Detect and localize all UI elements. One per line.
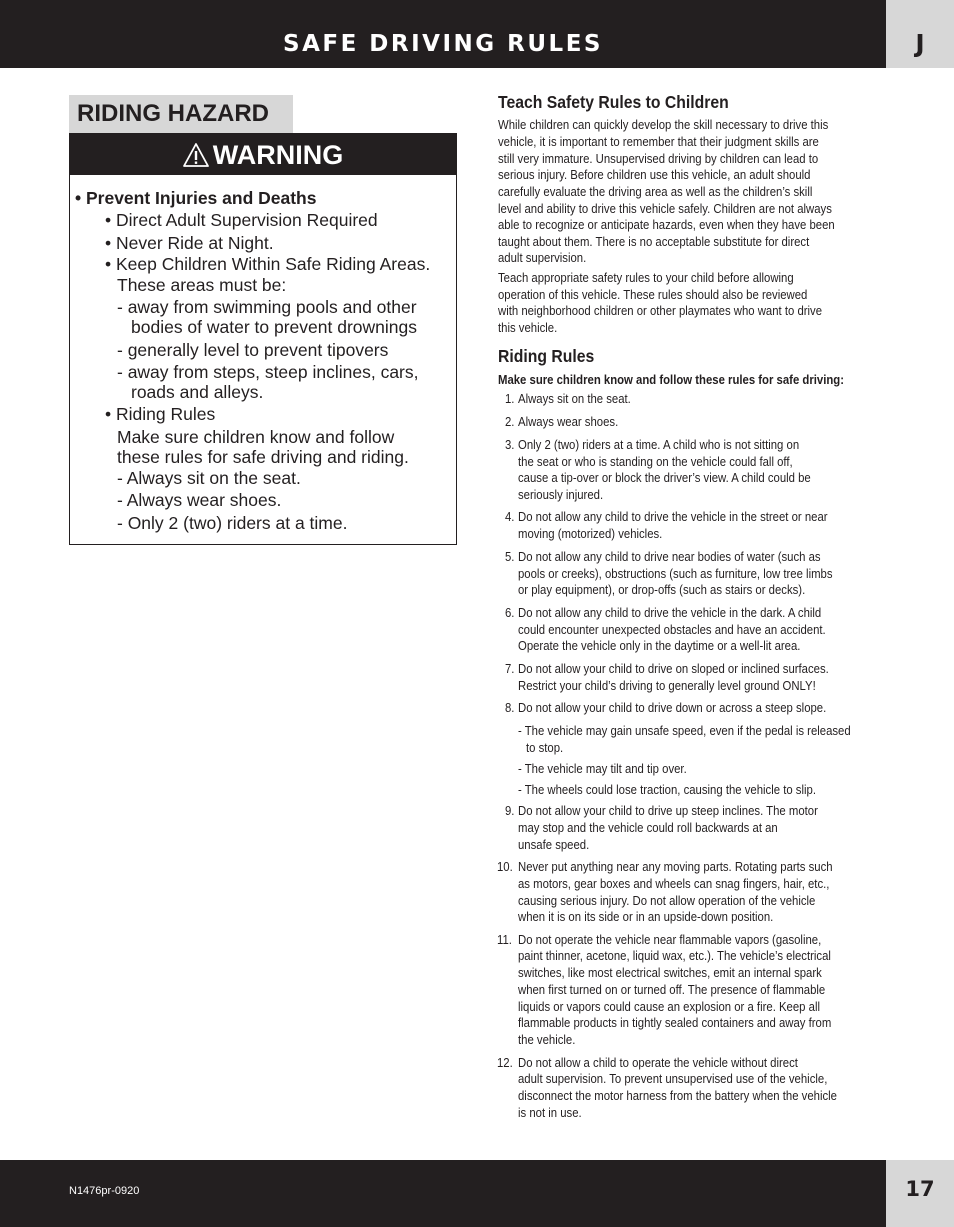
warning-line: • Keep Children Within Safe Riding Areas. bbox=[105, 254, 431, 274]
paragraph-line: operation of this vehicle. These rules should also be reviewed bbox=[498, 287, 808, 302]
warning-line: • Never Ride at Night. bbox=[105, 233, 274, 253]
rule-line: cause a tip-over or block the driver’s view. A child could be bbox=[518, 470, 811, 485]
rule-line: may stop and the vehicle could roll backwards at an bbox=[518, 820, 778, 835]
paragraph-line: While children can quickly develop the skill necessary to drive this bbox=[498, 117, 829, 132]
rule-line: causing serious injury. Do not allow operation of the vehicle bbox=[518, 893, 816, 908]
rule-line: is not in use. bbox=[518, 1105, 582, 1120]
warning-line: These areas must be: bbox=[117, 275, 287, 295]
rule-line: switches, like most electrical switches, emit an internal spark bbox=[518, 965, 822, 980]
paragraph-line: still very immature. Unsupervised driving by children can lead to bbox=[498, 151, 819, 166]
warning-line: - Always sit on the seat. bbox=[117, 468, 301, 488]
document-code: N1476pr-0920 bbox=[69, 1185, 140, 1197]
rule-line: Always sit on the seat. bbox=[518, 391, 631, 406]
warning-line: these rules for safe driving and riding. bbox=[117, 447, 409, 467]
rule-line: Do not allow any child to drive the vehicle in the dark. A child bbox=[518, 605, 822, 620]
teach-safety-heading: Teach Safety Rules to Children bbox=[498, 92, 729, 112]
rules-intro: Make sure children know and follow these rules for safe driving: bbox=[498, 372, 844, 387]
page-header bbox=[0, 0, 954, 68]
paragraph-line: serious injury. Before children use this vehicle, an adult should bbox=[498, 167, 811, 182]
paragraph-line: adult supervision. bbox=[498, 250, 587, 265]
rule-line: unsafe speed. bbox=[518, 837, 590, 852]
warning-triangle-icon bbox=[183, 138, 209, 180]
rule-number: 1. bbox=[505, 391, 515, 406]
riding-rules-heading: Riding Rules bbox=[498, 346, 595, 366]
paragraph-line: level and ability to drive this vehicle safely. Children are not always bbox=[498, 201, 832, 216]
section-tab: J bbox=[886, 0, 954, 68]
rule-line: Do not allow your child to drive up steep inclines. The motor bbox=[518, 803, 818, 818]
sub-item-line: - The vehicle may gain unsafe speed, even if the pedal is released bbox=[518, 723, 851, 738]
rule-line: moving (motorized) vehicles. bbox=[518, 526, 663, 541]
warning-line: Make sure children know and follow bbox=[117, 427, 395, 447]
warning-box bbox=[69, 133, 457, 545]
rule-line: the seat or who is standing on the vehicle could fall off, bbox=[518, 454, 793, 469]
warning-line: - away from swimming pools and other bbox=[117, 297, 417, 317]
paragraph-line: able to recognize or anticipate hazards, even when they have been bbox=[498, 217, 835, 232]
rule-number: 3. bbox=[505, 437, 515, 452]
rule-line: the vehicle. bbox=[518, 1032, 576, 1047]
warning-line: - Only 2 (two) riders at a time. bbox=[117, 513, 348, 533]
paragraph-line: this vehicle. bbox=[498, 320, 558, 335]
rule-line: Do not allow a child to operate the vehicle without direct bbox=[518, 1055, 798, 1070]
page-number: 17 bbox=[886, 1160, 954, 1227]
warning-line: • Riding Rules bbox=[105, 404, 216, 424]
warning-line: - away from steps, steep inclines, cars, bbox=[117, 362, 419, 382]
rule-line: Never put anything near any moving parts. Rotating parts such bbox=[518, 859, 833, 874]
warning-line: roads and alleys. bbox=[131, 382, 264, 402]
paragraph-line: vehicle, it is important to remember that their judgment skills are bbox=[498, 134, 819, 149]
warning-line: bodies of water to prevent drownings bbox=[131, 317, 417, 337]
rule-line: disconnect the motor harness from the battery when the vehicle bbox=[518, 1088, 837, 1103]
rule-line: Always wear shoes. bbox=[518, 414, 619, 429]
rule-line: seriously injured. bbox=[518, 487, 604, 502]
rule-number: 5. bbox=[505, 549, 515, 564]
rule-line: Do not allow your child to drive on sloped or inclined surfaces. bbox=[518, 661, 829, 676]
rule-line: Do not allow any child to drive near bodies of water (such as bbox=[518, 549, 821, 564]
rule-number: 6. bbox=[505, 605, 515, 620]
rule-line: could encounter unexpected obstacles and have an accident. bbox=[518, 622, 826, 637]
rule-line: Do not allow any child to drive the vehicle in the street or near bbox=[518, 509, 828, 524]
warning-bar bbox=[70, 134, 456, 175]
rule-line: as motors, gear boxes and wheels can snag fingers, hair, etc., bbox=[518, 876, 830, 891]
rule-number: 8. bbox=[505, 700, 515, 715]
sub-item-line: - The wheels could lose traction, causing the vehicle to slip. bbox=[518, 782, 816, 797]
warning-line: • Direct Adult Supervision Required bbox=[105, 210, 378, 230]
rule-number: 2. bbox=[505, 414, 515, 429]
rule-line: liquids or vapors could cause an explosion or a fire. Keep all bbox=[518, 999, 820, 1014]
rule-line: Restrict your child’s driving to generally level ground ONLY! bbox=[518, 678, 816, 693]
rule-number: 7. bbox=[505, 661, 515, 676]
rule-number: 12. bbox=[497, 1055, 513, 1070]
paragraph-line: with neighborhood children or other playmates who want to drive bbox=[498, 303, 823, 318]
rule-line: Only 2 (two) riders at a time. A child who is not sitting on bbox=[518, 437, 800, 452]
rule-line: flammable products in tightly sealed containers and away from bbox=[518, 1015, 832, 1030]
rule-number: 9. bbox=[505, 803, 515, 818]
rule-line: Do not allow your child to drive down or across a steep slope. bbox=[518, 700, 827, 715]
page-title: SAFE DRIVING RULES bbox=[283, 31, 603, 57]
rule-number: 11. bbox=[497, 932, 512, 947]
sub-item-line: - The vehicle may tilt and tip over. bbox=[518, 761, 687, 776]
rule-line: when it is on its side or in an upside-down position. bbox=[518, 909, 774, 924]
warning-line: - generally level to prevent tipovers bbox=[117, 340, 389, 360]
riding-hazard-title: RIDING HAZARD bbox=[69, 95, 293, 133]
warning-line: - Always wear shoes. bbox=[117, 490, 282, 510]
rule-number: 4. bbox=[505, 509, 515, 524]
rule-line: Do not operate the vehicle near flammable vapors (gasoline, bbox=[518, 932, 822, 947]
sub-item-line: to stop. bbox=[526, 740, 564, 755]
paragraph-line: taught about them. There is no acceptable substitute for direct bbox=[498, 234, 810, 249]
rule-line: or play equipment), or drop-offs (such as stairs or decks). bbox=[518, 582, 806, 597]
rule-line: adult supervision. To prevent unsupervised use of the vehicle, bbox=[518, 1071, 828, 1086]
rule-line: paint thinner, acetone, liquid wax, etc.). The vehicle’s electrical bbox=[518, 948, 831, 963]
paragraph-line: Teach appropriate safety rules to your child before allowing bbox=[498, 270, 794, 285]
rule-line: when first turned on or turned off. The presence of flammable bbox=[518, 982, 826, 997]
rule-line: Operate the vehicle only in the daytime or a well-lit area. bbox=[518, 638, 801, 653]
rule-number: 10. bbox=[497, 859, 513, 874]
warning-line: • Prevent Injuries and Deaths bbox=[75, 188, 317, 208]
rule-line: pools or creeks), obstructions (such as furniture, low tree limbs bbox=[518, 566, 833, 581]
paragraph-line: carefully evaluate the driving area as well as the children’s skill bbox=[498, 184, 813, 199]
warning-label: WARNING bbox=[212, 140, 344, 170]
